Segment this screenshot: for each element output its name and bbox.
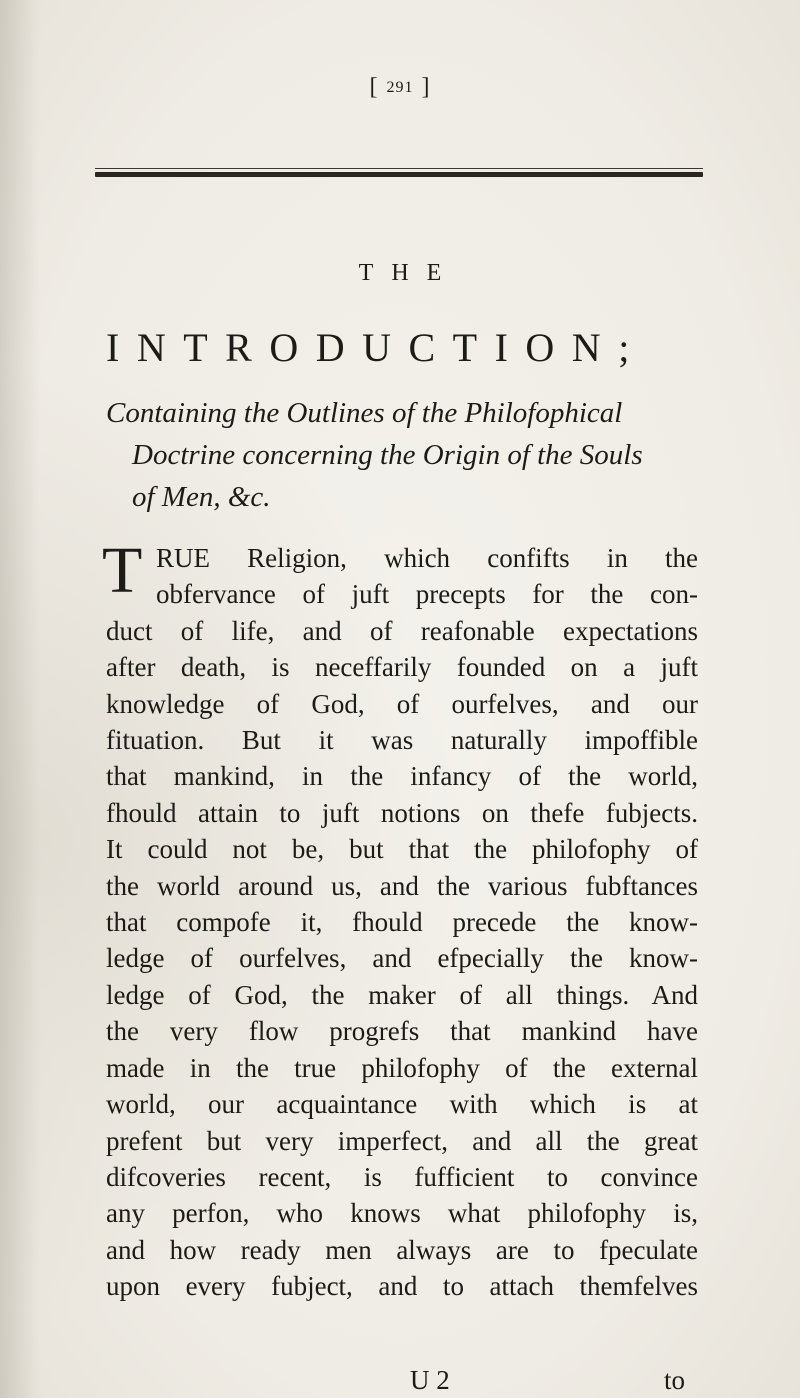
signature-mark: U 2 (410, 1365, 450, 1395)
body-line: made in the true philofophy of the external (106, 1052, 698, 1083)
catchword: to (664, 1365, 686, 1395)
body-line: after death, is neceffarily founded on a juft (106, 652, 698, 683)
heading-the: THE (358, 260, 460, 286)
header-rule-thin (95, 168, 703, 169)
page-number-open-bracket: [ (369, 74, 379, 100)
body-line: ledge of ourfelves, and efpecially the know- (106, 943, 698, 974)
body-line: ledge of God, the maker of all things. And (106, 979, 698, 1010)
body-line: difcoveries recent, is fufficient to convince (106, 1161, 698, 1192)
header-rule (95, 172, 703, 177)
body-line: and how ready men always are to fpeculate (106, 1234, 698, 1265)
body-line: any perfon, who knows what philofophy is, (106, 1198, 698, 1229)
subtitle-line: of Men, &c. (132, 481, 271, 513)
body-line: knowledge of God, of ourfelves, and our (106, 688, 698, 719)
body-line: prefent but very imperfect, and all the great (106, 1125, 698, 1156)
page-number-close-bracket: ] (421, 74, 431, 100)
page-number (0, 74, 800, 101)
subtitle-line: Containing the Outlines of the Philofophical (106, 397, 623, 429)
body-line: world, our acquaintance with which is at (106, 1089, 698, 1120)
body-line: upon every fubject, and to attach themfelves (106, 1271, 698, 1302)
heading-title: INTRODUCTION; (106, 325, 647, 370)
gutter-shadow (0, 0, 40, 1398)
body-text (106, 540, 698, 1305)
subtitle-line: Doctrine concerning the Origin of the Souls (132, 439, 643, 471)
subtitle (106, 392, 706, 518)
body-line: duct of life, and of reafonable expectations (106, 615, 698, 646)
page-number-value: 291 (386, 79, 414, 96)
body-line: RUE Religion, which confifts in the (156, 543, 698, 573)
body-line: that mankind, in the infancy of the world, (106, 761, 698, 792)
drop-cap: T (102, 534, 143, 607)
body-line: the very flow progrefs that mankind have (106, 1016, 698, 1047)
body-line: obfervance of juft precepts for the con- (156, 579, 698, 610)
body-line: It could not be, but that the philofophy of (106, 834, 698, 865)
body-line: fituation. But it was naturally impoffible (106, 725, 698, 756)
body-line: the world around us, and the various fubftances (106, 870, 698, 901)
body-line: fhould attain to juft notions on thefe fubjects. (106, 797, 698, 828)
body-line: that compofe it, fhould precede the know- (106, 907, 698, 938)
